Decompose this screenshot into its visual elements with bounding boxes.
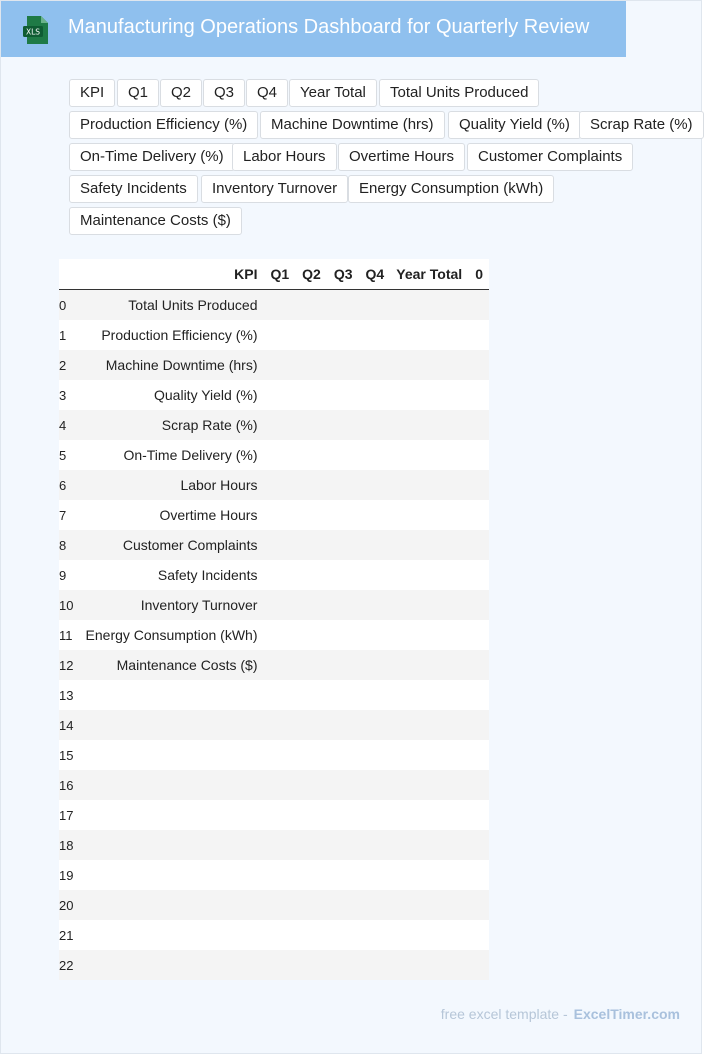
header-kpi: KPI — [79, 259, 264, 290]
cell-zero — [468, 470, 489, 500]
cell-zero — [468, 830, 489, 860]
table-row — [59, 500, 489, 530]
cell-q2 — [295, 770, 327, 800]
cell-q2 — [295, 920, 327, 950]
row-index: 8 — [59, 537, 67, 553]
cell-q2 — [295, 860, 327, 890]
row-index: 21 — [59, 927, 74, 943]
row-index: 7 — [59, 507, 67, 523]
row-kpi-label: Machine Downtime (hrs) — [105, 357, 258, 373]
table-row — [59, 950, 489, 980]
cell-q3 — [327, 530, 359, 560]
table-row — [59, 350, 489, 380]
cell-q2 — [295, 620, 327, 650]
header-index — [59, 259, 79, 290]
cell-q4 — [359, 770, 391, 800]
row-kpi-label: Quality Yield (%) — [154, 387, 258, 403]
row-index: 17 — [59, 807, 74, 823]
cell-q3 — [327, 290, 359, 321]
row-kpi-label: Scrap Rate (%) — [161, 417, 258, 433]
cell-year-total — [390, 830, 468, 860]
cell-q1 — [263, 740, 295, 770]
cell-year-total — [390, 590, 468, 620]
kpi-table — [59, 259, 489, 980]
footer-prefix: free excel template - — [440, 1006, 568, 1022]
cell-q3 — [327, 830, 359, 860]
cell-q3 — [327, 650, 359, 680]
table-row — [59, 470, 489, 500]
chip-total-units-produced[interactable]: Total Units Produced — [379, 79, 539, 107]
row-index: 5 — [59, 447, 67, 463]
header-q4: Q4 — [359, 259, 391, 290]
table-row — [59, 530, 489, 560]
cell-q1 — [263, 290, 295, 321]
cell-q3 — [327, 920, 359, 950]
row-index: 16 — [59, 777, 74, 793]
cell-q1 — [263, 410, 295, 440]
cell-q4 — [359, 890, 391, 920]
cell-q3 — [327, 620, 359, 650]
row-index: 0 — [59, 297, 67, 313]
cell-q4 — [359, 440, 391, 470]
cell-year-total — [390, 710, 468, 740]
cell-zero — [468, 560, 489, 590]
cell-year-total — [390, 770, 468, 800]
cell-year-total — [390, 470, 468, 500]
row-kpi-label: Inventory Turnover — [140, 597, 258, 613]
cell-q4 — [359, 350, 391, 380]
cell-q3 — [327, 950, 359, 980]
cell-q3 — [327, 560, 359, 590]
table-row — [59, 740, 489, 770]
table-row — [59, 770, 489, 800]
row-index: 22 — [59, 957, 74, 973]
cell-q1 — [263, 710, 295, 740]
cell-q1 — [263, 560, 295, 590]
cell-q3 — [327, 440, 359, 470]
cell-q1 — [263, 770, 295, 800]
cell-q1 — [263, 500, 295, 530]
cell-year-total — [390, 440, 468, 470]
chip-production-efficiency[interactable]: Production Efficiency (%) — [69, 111, 258, 139]
cell-q1 — [263, 920, 295, 950]
chip-on-time-delivery[interactable]: On-Time Delivery (%) — [69, 143, 235, 171]
cell-q2 — [295, 800, 327, 830]
chip-q1[interactable]: Q1 — [117, 79, 159, 107]
cell-q2 — [295, 500, 327, 530]
cell-q2 — [295, 650, 327, 680]
cell-year-total — [390, 650, 468, 680]
cell-q3 — [327, 350, 359, 380]
cell-q2 — [295, 530, 327, 560]
cell-q4 — [359, 620, 391, 650]
cell-zero — [468, 500, 489, 530]
cell-q4 — [359, 950, 391, 980]
chip-q4[interactable]: Q4 — [246, 79, 288, 107]
row-index: 6 — [59, 477, 67, 493]
cell-year-total — [390, 380, 468, 410]
row-kpi-label — [79, 950, 264, 980]
header-year-total: Year Total — [390, 259, 468, 290]
chip-energy-consumption[interactable]: Energy Consumption (kWh) — [348, 175, 554, 203]
row-index: 15 — [59, 747, 74, 763]
row-kpi-label — [79, 770, 264, 800]
row-index: 3 — [59, 387, 67, 403]
cell-zero — [468, 890, 489, 920]
row-index: 13 — [59, 687, 74, 703]
cell-q2 — [295, 710, 327, 740]
cell-zero — [468, 530, 489, 560]
row-kpi-label: Total Units Produced — [128, 297, 258, 313]
cell-q3 — [327, 680, 359, 710]
cell-q3 — [327, 410, 359, 440]
row-index: 1 — [59, 327, 67, 343]
cell-q1 — [263, 830, 295, 860]
row-kpi-label — [79, 710, 264, 740]
cell-q2 — [295, 590, 327, 620]
cell-year-total — [390, 950, 468, 980]
cell-q1 — [263, 350, 295, 380]
cell-year-total — [390, 500, 468, 530]
cell-q3 — [327, 800, 359, 830]
cell-q3 — [327, 710, 359, 740]
row-kpi-label: Safety Incidents — [157, 567, 258, 583]
row-kpi-label — [79, 860, 264, 890]
table-row — [59, 440, 489, 470]
table-header-row — [59, 259, 489, 290]
chip-quality-yield[interactable]: Quality Yield (%) — [448, 111, 581, 139]
cell-q4 — [359, 860, 391, 890]
cell-q2 — [295, 440, 327, 470]
cell-year-total — [390, 800, 468, 830]
table-row — [59, 710, 489, 740]
table-row — [59, 830, 489, 860]
cell-q4 — [359, 530, 391, 560]
cell-zero — [468, 920, 489, 950]
cell-q2 — [295, 950, 327, 980]
cell-year-total — [390, 920, 468, 950]
cell-q1 — [263, 620, 295, 650]
table-row — [59, 680, 489, 710]
xls-file-icon — [22, 15, 50, 45]
row-kpi-label: Energy Consumption (kWh) — [85, 627, 258, 643]
row-kpi-label — [79, 830, 264, 860]
page-title: Manufacturing Operations Dashboard for Quarterly Review — [68, 16, 590, 38]
cell-year-total — [390, 860, 468, 890]
chip-customer-complaints[interactable]: Customer Complaints — [467, 143, 633, 171]
cell-q1 — [263, 470, 295, 500]
row-kpi-label — [79, 680, 264, 710]
table-row — [59, 380, 489, 410]
cell-q4 — [359, 560, 391, 590]
chip-maintenance-costs[interactable]: Maintenance Costs ($) — [69, 207, 242, 235]
cell-zero — [468, 740, 489, 770]
chip-kpi[interactable]: KPI — [69, 79, 115, 107]
table-row — [59, 560, 489, 590]
cell-q1 — [263, 320, 295, 350]
cell-q2 — [295, 680, 327, 710]
cell-q1 — [263, 590, 295, 620]
row-index: 11 — [59, 627, 73, 643]
cell-zero — [468, 440, 489, 470]
cell-q3 — [327, 590, 359, 620]
chip-scrap-rate[interactable]: Scrap Rate (%) — [579, 111, 704, 139]
cell-q2 — [295, 350, 327, 380]
row-kpi-label — [79, 890, 264, 920]
cell-year-total — [390, 290, 468, 321]
cell-q2 — [295, 890, 327, 920]
cell-q1 — [263, 680, 295, 710]
cell-q4 — [359, 290, 391, 321]
cell-q2 — [295, 470, 327, 500]
chip-q3[interactable]: Q3 — [203, 79, 245, 107]
kpi-table-container — [59, 259, 499, 980]
cell-q1 — [263, 530, 295, 560]
row-kpi-label: Maintenance Costs ($) — [116, 657, 258, 673]
cell-q2 — [295, 830, 327, 860]
cell-q2 — [295, 410, 327, 440]
footer-brand-link[interactable]: ExcelTimer.com — [573, 1006, 680, 1022]
row-kpi-label: Labor Hours — [180, 477, 258, 493]
cell-q4 — [359, 410, 391, 440]
cell-q1 — [263, 800, 295, 830]
header-q2: Q2 — [295, 259, 327, 290]
cell-q3 — [327, 740, 359, 770]
row-kpi-label: Production Efficiency (%) — [101, 327, 258, 343]
row-index: 2 — [59, 357, 67, 373]
cell-zero — [468, 620, 489, 650]
row-index: 12 — [59, 657, 74, 673]
cell-zero — [468, 950, 489, 980]
cell-q4 — [359, 500, 391, 530]
cell-year-total — [390, 620, 468, 650]
cell-zero — [468, 320, 489, 350]
cell-q1 — [263, 380, 295, 410]
table-row — [59, 800, 489, 830]
table-row — [59, 860, 489, 890]
cell-q4 — [359, 590, 391, 620]
table-row — [59, 890, 489, 920]
cell-zero — [468, 860, 489, 890]
chip-inventory-turnover[interactable]: Inventory Turnover — [201, 175, 348, 203]
cell-q4 — [359, 680, 391, 710]
row-index: 4 — [59, 417, 67, 433]
cell-q2 — [295, 320, 327, 350]
cell-year-total — [390, 740, 468, 770]
header-q1: Q1 — [263, 259, 295, 290]
cell-year-total — [390, 410, 468, 440]
cell-year-total — [390, 320, 468, 350]
row-index: 14 — [59, 717, 74, 733]
cell-q4 — [359, 470, 391, 500]
header-zero: 0 — [468, 259, 489, 290]
row-kpi-label: Customer Complaints — [122, 537, 258, 553]
cell-year-total — [390, 680, 468, 710]
cell-q4 — [359, 710, 391, 740]
chip-year-total[interactable]: Year Total — [289, 79, 377, 107]
row-kpi-label — [79, 800, 264, 830]
row-index: 18 — [59, 837, 74, 853]
row-index: 20 — [59, 897, 74, 913]
chip-safety-incidents[interactable]: Safety Incidents — [69, 175, 198, 203]
cell-year-total — [390, 350, 468, 380]
table-row — [59, 920, 489, 950]
table-row — [59, 620, 489, 650]
table-row — [59, 410, 489, 440]
cell-zero — [468, 380, 489, 410]
footer-credit — [441, 1006, 680, 1022]
cell-q3 — [327, 320, 359, 350]
cell-q2 — [295, 740, 327, 770]
cell-zero — [468, 680, 489, 710]
cell-zero — [468, 350, 489, 380]
cell-q1 — [263, 650, 295, 680]
table-row — [59, 590, 489, 620]
cell-zero — [468, 410, 489, 440]
cell-q1 — [263, 890, 295, 920]
cell-q2 — [295, 380, 327, 410]
xls-icon-label: XLS — [25, 27, 41, 37]
cell-q4 — [359, 800, 391, 830]
row-kpi-label: On-Time Delivery (%) — [123, 447, 258, 463]
chip-q2[interactable]: Q2 — [160, 79, 202, 107]
cell-q3 — [327, 380, 359, 410]
cell-year-total — [390, 890, 468, 920]
cell-year-total — [390, 560, 468, 590]
row-kpi-label — [79, 920, 264, 950]
cell-zero — [468, 650, 489, 680]
chip-overtime-hours[interactable]: Overtime Hours — [338, 143, 465, 171]
header-q3: Q3 — [327, 259, 359, 290]
cell-q4 — [359, 650, 391, 680]
cell-q3 — [327, 860, 359, 890]
cell-zero — [468, 800, 489, 830]
cell-year-total — [390, 530, 468, 560]
cell-q4 — [359, 380, 391, 410]
header-bar — [1, 1, 626, 57]
cell-zero — [468, 590, 489, 620]
cell-zero — [468, 770, 489, 800]
chip-machine-downtime[interactable]: Machine Downtime (hrs) — [260, 111, 445, 139]
cell-zero — [468, 290, 489, 321]
cell-q4 — [359, 740, 391, 770]
table-row — [59, 290, 489, 321]
row-kpi-label — [79, 740, 264, 770]
row-kpi-label: Overtime Hours — [159, 507, 258, 523]
row-index: 10 — [59, 597, 74, 613]
table-row — [59, 320, 489, 350]
cell-q1 — [263, 860, 295, 890]
cell-q4 — [359, 320, 391, 350]
cell-q2 — [295, 560, 327, 590]
cell-q1 — [263, 440, 295, 470]
cell-zero — [468, 710, 489, 740]
row-index: 9 — [59, 567, 67, 583]
cell-q3 — [327, 770, 359, 800]
cell-q4 — [359, 830, 391, 860]
chip-labor-hours[interactable]: Labor Hours — [232, 143, 337, 171]
cell-q3 — [327, 470, 359, 500]
cell-q3 — [327, 890, 359, 920]
cell-q2 — [295, 290, 327, 321]
row-index: 19 — [59, 867, 74, 883]
table-row — [59, 650, 489, 680]
cell-q1 — [263, 950, 295, 980]
cell-q3 — [327, 500, 359, 530]
cell-q4 — [359, 920, 391, 950]
